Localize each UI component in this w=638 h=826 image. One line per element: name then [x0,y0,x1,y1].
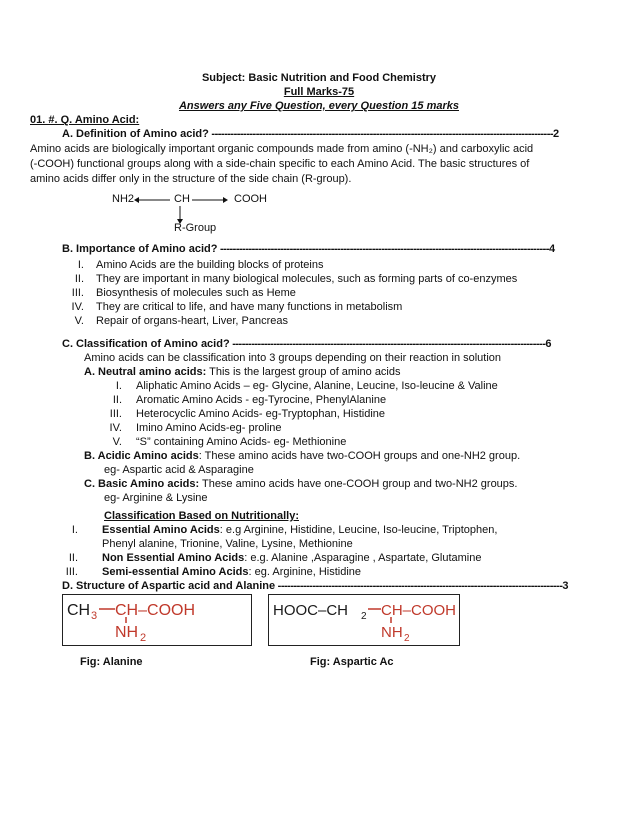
diagram-cooh: COOH [234,193,267,205]
acidic-example: eg- Aspartic acid & Asparagine [104,464,254,476]
list-item [62,552,481,565]
list-text: : eg. Arginine, Histidine [248,566,362,578]
list-num: I. [77,259,84,271]
dash-leader: ------------------------------------------------------------------------------------------ [275,580,563,592]
list-num: IV. [109,422,122,434]
list-label: Essential Amino Acids [102,524,220,536]
list-num: III. [65,566,78,578]
list-text: Repair of organs-heart, Liver, Pancreas [96,315,288,327]
list-item [62,301,402,314]
part-c-heading-text: C. Classification of Amino acid? [62,338,230,350]
list-item [62,287,296,300]
list-num: IV. [71,301,84,313]
list-num: V. [74,315,84,327]
list-item [62,315,288,328]
aspartic-sub2: 2 [404,633,410,644]
alanine-structure [62,594,252,646]
basic-label: C. Basic Amino acids: [84,478,200,490]
subject-line: Subject: Basic Nutrition and Food Chemistry [201,72,437,84]
arrow-left-head [134,197,139,203]
part-d-heading [62,580,568,593]
part-b-marks: 4 [548,243,556,255]
part-c-heading [62,338,552,351]
aspartic-caption: Fig: Aspartic Ac [310,656,394,668]
list-num: III. [71,287,84,299]
list-item [100,380,498,393]
alanine-ch3: CH [67,602,91,619]
part-a-text-line-3: amino acids differ only in the structure of the side chain (R-group). [30,173,352,185]
aspartic-formula [269,595,459,645]
list-text: Heterocyclic Amino Acids- eg-Tryptophan, Histidine [136,408,386,420]
list-item [100,394,386,407]
list-item [62,566,361,579]
list-num: I. [71,524,78,536]
list-num: II. [74,273,84,285]
neutral-amino-acids [84,366,401,379]
list-item [100,422,282,435]
part-b-heading-text: B. Importance of Amino acid? [62,243,218,255]
list-text: Imino Amino Acids-eg- proline [136,422,282,434]
list-text: “S” containing Amino Acids- eg- Methionine [136,436,347,448]
list-text: They are important in many biological molecules, such as forming parts of co-enzymes [96,273,518,285]
basic-amino-acids [84,478,517,491]
list-text: : e.g. Alanine ,Asparagine , Aspartate, Glutamine [244,552,482,564]
list-item [100,436,346,449]
list-text: Amino Acids are the building blocks of proteins [96,259,324,271]
list-num: II. [68,552,78,564]
list-label: Semi-essential Amino Acids [102,566,249,578]
part-d-marks: 3 [562,580,569,592]
list-num: I. [115,380,122,392]
aspartic-acid-structure [268,594,460,646]
part-a-heading [62,128,559,141]
list-item [62,259,323,272]
acidic-label: B. Acidic Amino acids [84,450,199,462]
alanine-nh: NH [115,624,139,641]
neutral-text: This is the largest group of amino acids [206,366,401,378]
list-text: Biosynthesis of molecules such as Heme [96,287,296,299]
basic-text: These amino acids have one-COOH group and two-NH2 groups. [199,478,518,490]
list-num: III. [109,408,122,420]
aspartic-chain: CH–COOH [381,602,457,619]
list-num: V. [112,436,122,448]
part-d-heading-text: D. Structure of Aspartic acid and Alanine [62,580,276,592]
list-label: Non Essential Amino Acids [102,552,245,564]
part-c-marks: 6 [545,338,552,350]
arrow-right-head [223,197,228,203]
alanine-caption: Fig: Alanine [80,656,143,668]
alanine-formula [63,595,251,645]
list-num: II. [112,394,122,406]
dash-leader: --------------------------------------------------------------------------------------------------- [229,338,546,350]
diagram-r-group: R-Group [174,222,217,234]
basic-example: eg- Arginine & Lysine [104,492,208,504]
question-title: 01. #. Q. Amino Acid: [30,114,140,126]
alanine-chain: CH–COOH [115,602,196,619]
nutritional-heading: Classification Based on Nutritionally: [104,510,299,522]
part-a-text-line-2: (-COOH) functional groups along with a side-chain specific to each Amino Acid. The basic structures of [30,158,530,170]
diagram-nh2: NH2 [112,193,135,205]
aspartic-hooc: HOOC–CH [273,602,349,619]
part-b-heading [62,243,555,256]
list-text-continued: Phenyl alanine, Trionine, Valine, Lysine, Methionine [102,538,353,550]
dash-leader: -------------------------------------------------------------------------------------------------------- [217,243,549,255]
alanine-sub3: 3 [91,610,98,622]
part-a-marks: 2 [553,128,560,140]
full-marks: Full Marks-75 [283,86,355,98]
acidic-amino-acids [84,450,520,463]
part-a-text-line-1: Amino acids are biologically important organic compounds made from amino (-NH₂) and carboxylic acid [30,143,534,155]
acidic-text: : These amino acids have two-COOH groups and one-NH2 group. [198,450,521,462]
list-text: They are critical to life, and have many functions in metabolism [96,301,403,313]
part-c-intro: Amino acids can be classification into 3 groups depending on their reaction in solution [84,352,502,364]
part-a-heading-text: A. Definition of Amino acid? [62,128,209,140]
list-item [62,524,497,537]
diagram-ch: CH [174,193,190,205]
list-text: Aromatic Amino Acids - eg-Tyrocine, PhenylAlanine [136,394,387,406]
list-item [62,273,517,286]
list-item [100,408,385,421]
alanine-sub2: 2 [140,632,147,644]
aspartic-sub2a: 2 [361,611,367,622]
neutral-label: A. Neutral amino acids: [84,366,207,378]
dash-leader: ------------------------------------------------------------------------------------------------------------ [208,128,554,140]
list-text: Aliphatic Amino Acids – eg- Glycine, Alanine, Leucine, Iso-leucine & Valine [136,380,498,392]
instructions: Answers any Five Question, every Question 15 marks [178,100,459,112]
list-text: : e.g Arginine, Histidine, Leucine, Iso-leucine, Triptophen, [219,524,498,536]
aspartic-nh: NH [381,624,403,641]
